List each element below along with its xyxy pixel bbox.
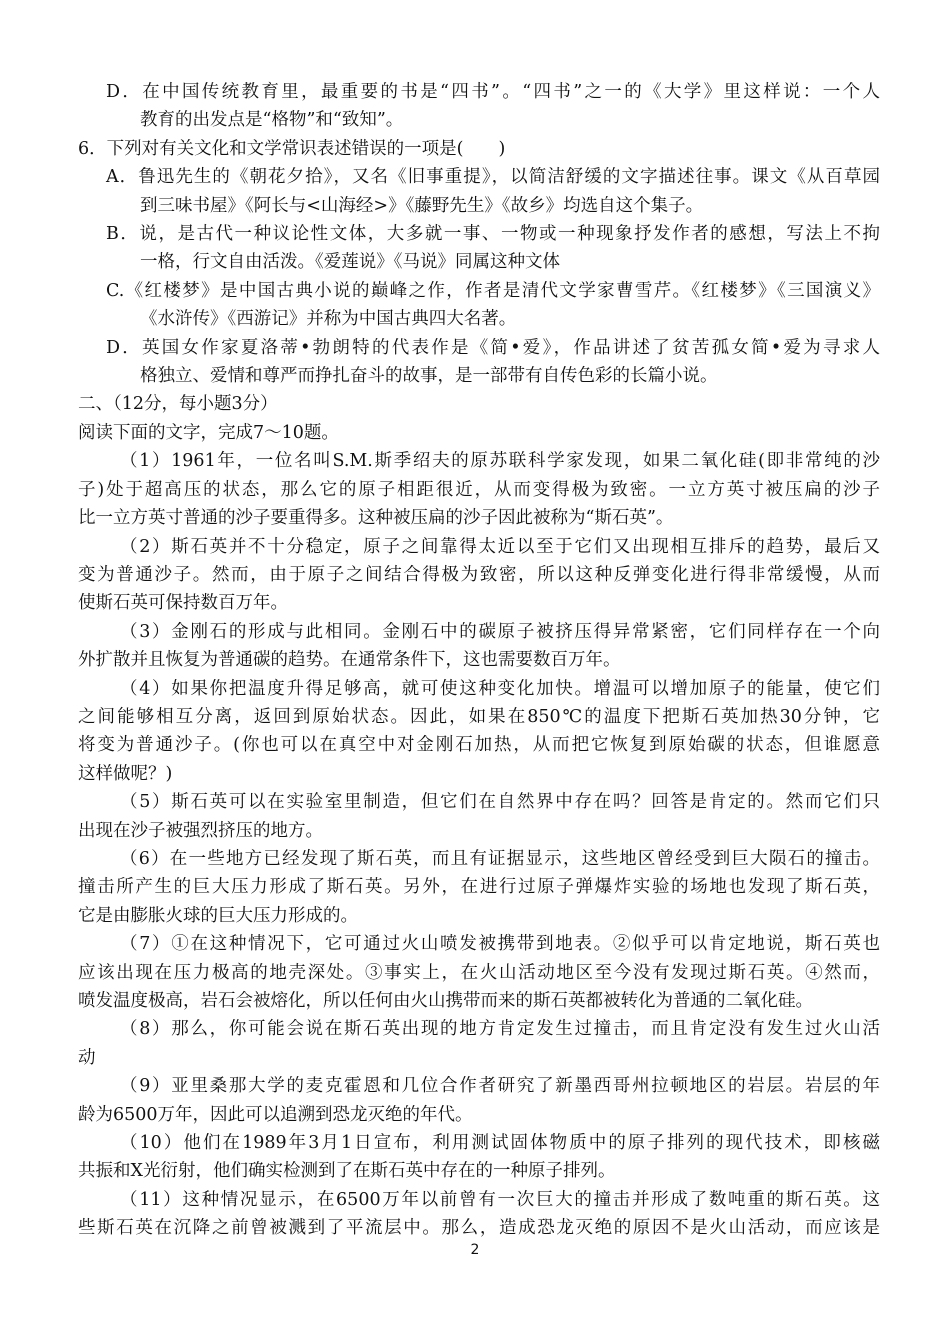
text-line: （7）①在这种情况下，它可通过火山喷发被携带到地表。②似乎可以肯定地说，斯石英也 bbox=[120, 934, 880, 955]
text-line: 共振和X光衍射，他们确实检测到了在斯石英中存在的一种原子排列。 bbox=[78, 1161, 616, 1182]
text-line: 龄为6500万年，因此可以追溯到恐龙灭绝的年代。 bbox=[78, 1104, 473, 1125]
text-line: B．说，是古代一种议论性文体，大多就一事、一物或一种现象抒发作者的感想，写法上不拘 bbox=[106, 224, 880, 245]
text-line: 子)处于超高压的状态，那么它的原子相距很近，从而变得极为致密。一立方英寸被压扁的沙子 bbox=[78, 479, 880, 500]
text-line: （6）在一些地方已经发现了斯石英，而且有证据显示，这些地区曾经受到巨大陨石的撞击。 bbox=[120, 848, 880, 869]
text-line: D．英国女作家夏洛蒂•勃朗特的代表作是《简•爱》，作品讲述了贫苦孤女简•爱为寻求人 bbox=[106, 337, 880, 358]
text-line: 应该出现在压力极高的地壳深处。③事实上，在火山活动地区至今没有发现过斯石英。④然而， bbox=[78, 962, 880, 983]
text-line: 之间能够相互分离，返回到原始状态。因此，如果在850℃的温度下把斯石英加热30分钟，它 bbox=[78, 706, 880, 727]
text-line: 动 bbox=[78, 1047, 96, 1068]
text-line: （10）他们在1989年3月1日宣布，利用测试固体物质中的原子排列的现代技术，即核磁 bbox=[120, 1133, 880, 1154]
text-line: 《水浒传》《西游记》并称为中国古典四大名著。 bbox=[140, 309, 517, 330]
text-line: C.《红楼梦》是中国古典小说的巅峰之作，作者是清代文学家曹雪芹。《红楼梦》《三国演义》 bbox=[106, 280, 880, 301]
text-line: 外扩散并且恢复为普通碳的趋势。在通常条件下，这也需要数百万年。 bbox=[78, 650, 621, 671]
text-line: 二、（12分，每小题3分） bbox=[78, 394, 278, 415]
text-line: 一格，行文自由活泼。《爱莲说》《马说》同属这种文体 bbox=[140, 252, 560, 273]
text-line: 这样做呢？) bbox=[78, 763, 173, 784]
text-line: 它是由膨胀火球的巨大压力形成的。 bbox=[78, 905, 358, 926]
text-line: （2）斯石英并不十分稳定，原子之间靠得太近以至于它们又出现相互排斥的趋势，最后又 bbox=[120, 536, 880, 557]
text-line: 将变为普通沙子。(你也可以在真空中对金刚石加热，从而把它恢复到原始碳的状态，但谁愿意 bbox=[78, 735, 880, 756]
text-line: 出现在沙子被强烈挤压的地方。 bbox=[78, 820, 323, 841]
text-line: 使斯石英可保持数百万年。 bbox=[78, 593, 288, 614]
text-line: （9）亚里桑那大学的麦克霍恩和几位合作者研究了新墨西哥州拉顿地区的岩层。岩层的年 bbox=[120, 1076, 880, 1097]
text-line: （8）那么，你可能会说在斯石英出现的地方肯定发生过撞击，而且肯定没有发生过火山活 bbox=[120, 1019, 880, 1040]
text-line: 撞击所产生的巨大压力形成了斯石英。另外，在进行过原子弹爆炸实验的场地也发现了斯石英， bbox=[78, 877, 880, 898]
text-line: 变为普通沙子。然而，由于原子之间结合得极为致密，所以这种反弹变化进行得非常缓慢，从而 bbox=[78, 564, 880, 585]
text-line: （3）金刚石的形成与此相同。金刚石中的碳原子被挤压得异常紧密，它们同样存在一个向 bbox=[120, 621, 880, 642]
page-number: 2 bbox=[470, 1242, 480, 1258]
text-line: A．鲁迅先生的《朝花夕拾》，又名《旧事重提》，以简洁舒缓的文字描述往事。课文《从百草园 bbox=[106, 167, 880, 188]
text-line: （4）如果你把温度升得足够高，就可使这种变化加快。增温可以增加原子的能量，使它们 bbox=[120, 678, 880, 699]
text-line: （1）1961年，一位名叫S.M.斯季绍夫的原苏联科学家发现，如果二氧化硅(即非常纯的沙 bbox=[120, 451, 880, 472]
document-body bbox=[78, 78, 880, 1243]
text-line: 些斯石英在沉降之前曾被溅到了平流层中。那么，造成恐龙灭绝的原因不是火山活动，而应该是 bbox=[78, 1218, 880, 1239]
text-line: 6．下列对有关文化和文学常识表述错误的一项是( ) bbox=[78, 138, 506, 159]
text-line: 阅读下面的文字，完成7～10题。 bbox=[78, 422, 339, 443]
text-line: 到三味书屋》《阿长与<山海经>》《藤野先生》《故乡》均选自这个集子。 bbox=[140, 195, 704, 216]
text-line: 教育的出发点是“格物”和“致知”。 bbox=[140, 110, 404, 131]
text-line: D．在中国传统教育里，最重要的书是“四书”。“四书”之一的《大学》里这样说：一个人 bbox=[106, 82, 880, 102]
text-line: 格独立、爱情和尊严而挣扎奋斗的故事，是一部带有自传色彩的长篇小说。 bbox=[140, 366, 718, 387]
text-line: （5）斯石英可以在实验室里制造，但它们在自然界中存在吗？回答是肯定的。然而它们只 bbox=[120, 792, 880, 813]
text-line: 比一立方英寸普通的沙子要重得多。这种被压扁的沙子因此被称为“斯石英”。 bbox=[78, 508, 674, 529]
text-line: （11）这种情况显示，在6500万年以前曾有一次巨大的撞击并形成了数吨重的斯石英。这 bbox=[120, 1189, 880, 1210]
text-line: 喷发温度极高，岩石会被熔化，所以任何由火山携带而来的斯石英都被转化为普通的二氧化硅。 bbox=[78, 991, 813, 1011]
